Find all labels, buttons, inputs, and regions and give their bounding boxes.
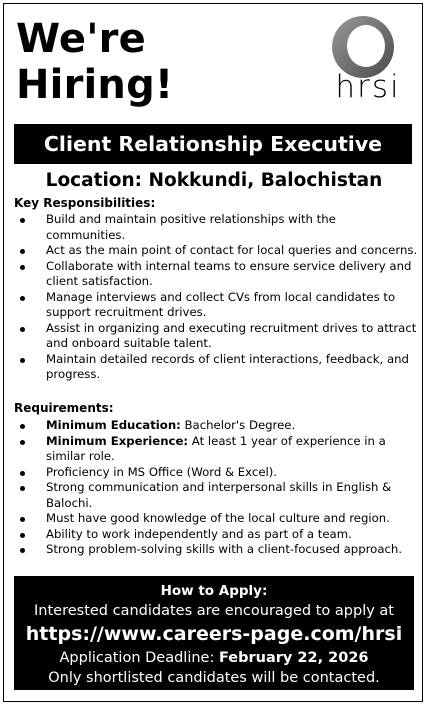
list-item: Manage interviews and collect CVs from local candidates to support recruitment drives. xyxy=(14,290,418,321)
requirements-heading: Requirements: xyxy=(14,401,114,415)
list-item: Ability to work independently and as part of a team. xyxy=(14,527,418,543)
headline-line-2: Hiring! xyxy=(16,62,174,108)
how-to-apply-box xyxy=(14,576,414,690)
responsibilities-heading: Key Responsibilities: xyxy=(14,196,156,210)
list-item: Build and maintain positive relationships with the communities. xyxy=(14,212,418,243)
list-item: Must have good knowledge of the local culture and region. xyxy=(14,511,418,527)
application-deadline xyxy=(14,648,414,668)
hrsi-logo-text: hrsi xyxy=(335,69,401,105)
deadline-label: Application Deadline: xyxy=(59,650,219,666)
list-item xyxy=(14,434,418,465)
deadline-date: February 22, 2026 xyxy=(218,650,369,666)
list-item: Strong problem-solving skills with a client-focused approach. xyxy=(14,542,418,558)
apply-url-link[interactable]: https://www.careers-page.com/hrsi xyxy=(25,623,403,645)
experience-value: At least 1 year of experience in a similar role. xyxy=(46,433,386,463)
job-title-banner xyxy=(14,124,412,164)
list-item: Assist in organizing and executing recruitment drives to attract and onboard suitable talent. xyxy=(14,321,418,352)
list-item: Collaborate with internal teams to ensure service delivery and client satisfaction. xyxy=(14,259,418,290)
education-label: Minimum Education: xyxy=(46,418,181,432)
apply-intro: Interested candidates are encouraged to apply at xyxy=(34,603,394,619)
education-value: Bachelor's Degree. xyxy=(180,418,296,432)
list-item: Proficiency in MS Office (Word & Excel). xyxy=(14,465,418,481)
responsibilities-list xyxy=(14,212,418,383)
experience-label: Minimum Experience: xyxy=(46,433,189,448)
requirements-list xyxy=(14,418,418,558)
list-item: Maintain detailed records of client interactions, feedback, and progress. xyxy=(14,352,418,383)
shortlist-note: Only shortlisted candidates will be contacted. xyxy=(48,670,380,686)
list-item: Strong communication and interpersonal skills in English & Balochi. xyxy=(14,480,418,511)
job-title: Client Relationship Executive xyxy=(43,132,383,156)
apply-heading: How to Apply: xyxy=(160,583,268,599)
list-item: Act as the main point of contact for local queries and concerns. xyxy=(14,243,418,259)
hiring-headline xyxy=(16,16,173,108)
headline-line-1: We're xyxy=(16,16,146,62)
list-item xyxy=(14,418,418,434)
job-location: Location: Nokkundi, Balochistan xyxy=(45,170,383,191)
